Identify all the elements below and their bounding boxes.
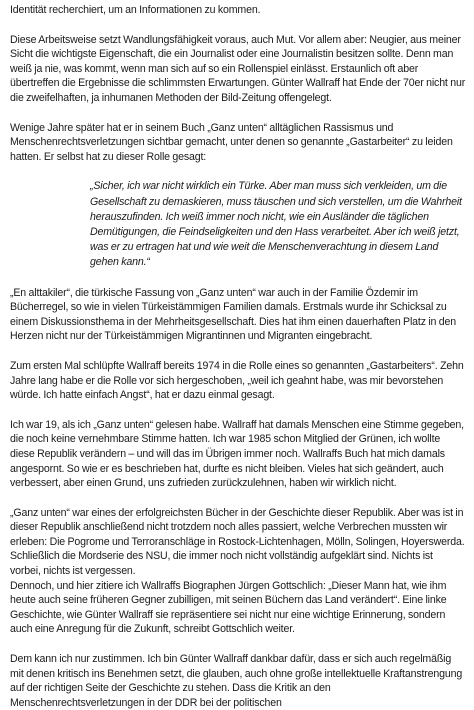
paragraph-crimes: „Ganz unten“ war eines der erfolgreichsten Bücher in der Geschichte dieser Republik. Aber was ist in dieser Republik anschließend nicht trotzdem noch alles passiert, welche Verbrechen mussten wir erleben: Die Pogrome und Terroranschläge in Rostock-Lichtenhagen, Mölln, Solingen, Hoyerswerda. Schließlich die Mordserie des NSU, die immer noch nicht vollständig aufgeklärt sind. Nichts ist vorbei, nichts ist vergessen. [10,506,465,578]
paragraph-working-method: Diese Arbeitsweise setzt Wandlungsfähigkeit voraus, auch Mut. Vor allem aber: Neugier, aus meiner Sicht die wichtigste Eigenschaft, die ein Journalist oder eine Journalistin besitzen sollte. Denn man weiß ja nie, was kommt, wenn man sich auf so ein Rollenspiel einlässt. Erstaunlich oft aber übertreffen die Ergebnisse die schlimmsten Erwartungen. Günter Wallraff hat Ende der 70er nicht nur die zweifelhaften, ja inhumanen Methoden der Bild-Zeitung offengelegt. [10,33,466,104]
wallraff-quote-text: „Sicher, ich war nicht wirklich ein Türke. Aber man muss sich verkleiden, um die Gesellschaft zu demaskieren, muss täuschen und sich verstellen, um die Wahrheit herauszufinden. Ich weiß immer noch nicht, wie ein Ausländer die täglichen Demütigungen, die Feindseligkeiten und den Hass verarbeitet. Aber ich weiß jetzt, was er zu ertragen hat und wie weit die Menschenverachtung in diesem Land gehen kann.“ [90,180,462,269]
paragraph-ganz-unten: Wenige Jahre später hat er in seinem Buch „Ganz unten“ alltäglichen Rassismus und Menschenrechtsverletzungen sichtbar gemacht, unter denen so genannte „Gastarbeiter“ zu leiden hatten. Er selbst hat zu dieser Rolle gesagt: [10,121,453,163]
paragraph-intro-end: Identität recherchiert, um an Informationen zu kommen. [10,4,261,16]
paragraph-gottschlich: Dennoch, und hier zitiere ich Wallraffs Biographen Jürgen Gottschlich: „Dieser Mann hat, wie ihm heute auch seine früheren Gegner zubilligen, mit seinen Büchern das Land verändert“. Eine linke Geschichte, wie Günter Wallraff sie repräsentiere sei nicht nur eine wichtige Erinnerung, sondern auch eine Anregung für die Zukunft, schreibt Gottschlich weiter. [10,579,447,636]
paragraph-first-role: Zum ersten Mal schlüpfte Wallraff bereits 1974 in die Rolle eines so genannten „Gastarbeiters“. Zehn Jahre lang habe er die Rolle vor sich hergeschoben, „weil ich geahnt habe, was mir bevorstehen würde. Ich hatte einfach Angst“, hat er dazu einmal gesagt. [10,359,464,402]
paragraph-turkish-edition: „En alttakiler“, die türkische Fassung von „Ganz unten“ war auch in der Familie Özdemir im Bücherregel, so wie in vielen Türkeistämmigen Familien damals. Erstmals wurde ihr Schicksal zu einem Diskussionsthema in der Mehrheitsgesellschaft. Dies hat ihm einen dauerhaften Platz in den Herzen nicht nur der Türkeistämmigen Migrantinnen und Migranten eingebracht. [10,286,457,343]
article-body [10,0,466,710]
paragraph-personal: Ich war 19, als ich „Ganz unten“ gelesen habe. Wallraff hat damals Menschen eine Stimme gegeben, die noch keine vernehmbare Stimme hatten. Ich war 1985 schon Mitglied der Grünen, ich wollte diese Republik verändern – und will das im Übrigen immer noch. Wallraffs Buch hat mich damals angespornt. So wie er es beschrieben hat, durfte es nicht bleiben. Vieles hat sich geändert, auch verbessert, aber einen Grund, uns zufrieden zurückzulehnen, haben wir wirklich nicht. [10,418,464,490]
paragraph-agreement: Dem kann ich nur zustimmen. Ich bin Günter Wallraff dankbar dafür, dass er sich auch regelmäßig mit denen kritisch ins Benehmen setzt, die glauben, auch ohne große intellektuelle Kraftanstrengung auf der richtigen Seite der Geschichte zu stehen. Dass die Kritik an den Menschenrechtsverletzungen in der DDR bei der politischen [10,653,463,709]
wallraff-quote [90,179,462,270]
